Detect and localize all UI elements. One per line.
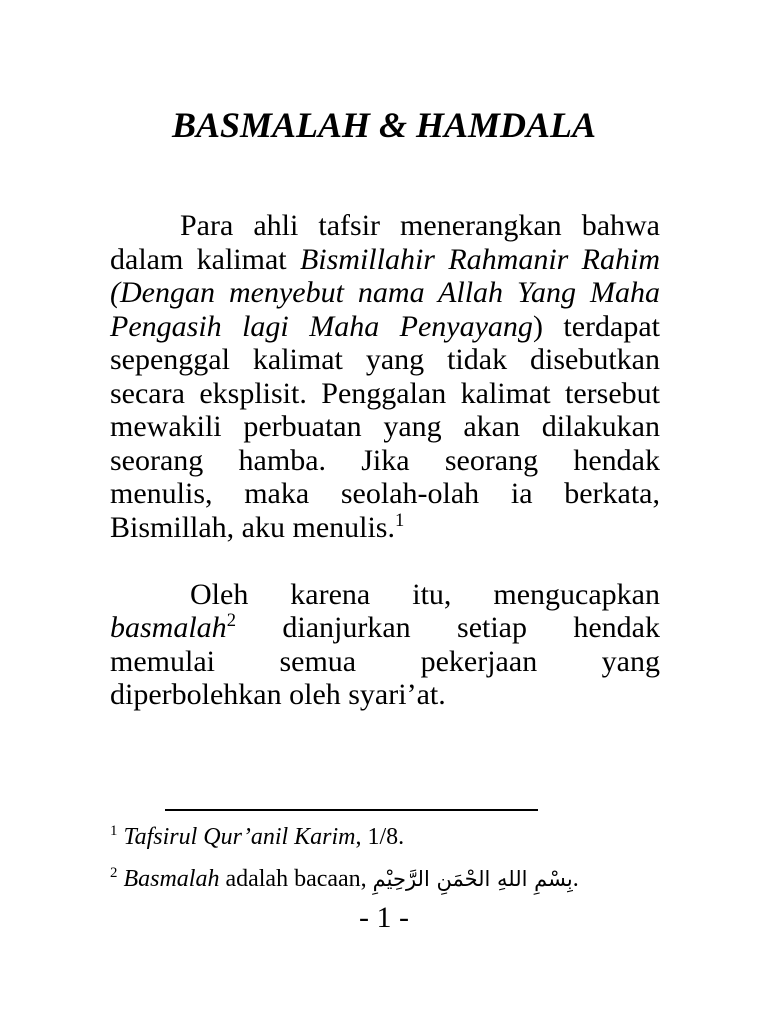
paragraph-line [110,410,660,444]
paragraph-line [110,611,660,645]
footnote-marker: 1 [110,823,118,839]
line-text: sepenggal kalimat yang tidak disebutkan [110,343,660,376]
line-text: mewakili perbuatan yang akan dilakukan [110,410,660,443]
paragraph-line [110,477,660,511]
line-text: memulai semua pekerjaan yang [110,644,660,678]
line-text: diperbolehkan oleh syari’at. [110,678,446,711]
line-text: ) terdapat [532,309,660,343]
footnote-separator [165,809,538,811]
footnote-ref: 2 [226,610,236,631]
paragraph-line [110,343,660,377]
footnote-term: Basmalah [123,866,220,892]
paragraph-line [110,444,660,478]
footnote-ref: 1 [395,509,405,531]
line-text: secara eksplisit. Penggalan kalimat tersebut [110,376,660,410]
line-text: Para ahli tafsir menerangkan bahwa [180,209,660,242]
line-text: dianjurkan setiap hendak [235,611,660,644]
footnote-marker: 2 [110,865,118,881]
chapter-title: BASMALAH & HAMDALA [171,105,597,145]
paragraph-2 [110,578,660,712]
paragraph-line [110,276,660,310]
page-number: - 1 - [359,901,409,934]
paragraph-line [110,209,660,243]
body-text [110,209,660,712]
footnote-2 [110,864,579,894]
footnote-text: adalah bacaan, [219,866,373,892]
footnote-source-title: Tafsirul Qur’anil Karim [123,824,356,850]
line-text: seorang hamba. Jika seorang hendak [110,443,660,477]
line-text: Bismillah, aku menulis. [110,510,395,544]
italic-phrase: (Dengan menyebut nama Allah Yang Maha [110,276,660,309]
paragraph-1 [110,209,660,544]
arabic-basmalah-text: بِسْمِ اللهِ الحْمَنِ الرَّحِيْمِ [372,867,573,891]
paragraph-line [110,377,660,411]
paragraph-line [110,310,660,344]
line-text: menulis, maka seolah-olah ia berkata, [110,477,660,510]
paragraph-line [110,243,660,277]
line-text: dalam kalimat [110,242,300,276]
italic-term: basmalah [110,611,227,644]
paragraph-line [110,511,660,545]
paragraph-line [110,678,660,712]
footnote-citation: , 1/8. [355,824,405,850]
paragraph-line [110,578,660,612]
line-text: Oleh karena itu, mengucapkan [190,577,660,611]
paragraph-line [110,645,660,679]
footnote-1 [110,822,404,852]
italic-phrase: Pengasih lagi Maha Penyayang [110,309,533,343]
italic-phrase: Bismillahir Rahmanir Rahim [299,242,660,276]
footnote-end-period: . [572,866,579,892]
